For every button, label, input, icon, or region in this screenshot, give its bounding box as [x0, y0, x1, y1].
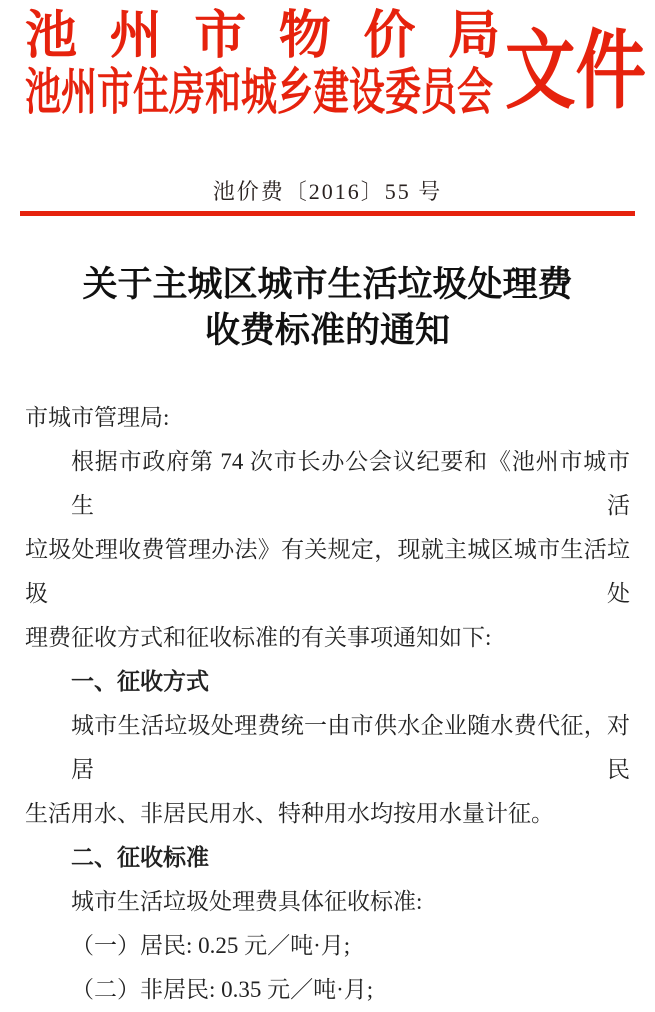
- standard-item-resident: （一）居民: 0.25 元／吨·月;: [71, 933, 351, 958]
- red-divider-rule: [20, 211, 635, 216]
- org-name-housing-committee-wrap: [25, 65, 505, 119]
- paragraph1-line3: 理费征收方式和征收标准的有关事项通知如下:: [25, 625, 492, 650]
- document-body: [25, 396, 630, 1012]
- document-number: 池价费〔2016〕55 号: [212, 179, 443, 204]
- standards-intro-line: 城市生活垃圾处理费具体征收标准:: [71, 889, 423, 914]
- paragraph1-line2: 垃圾处理收费管理办法》有关规定，现就主城区城市生活垃圾处: [25, 537, 630, 606]
- paragraph2-line1: 城市生活垃圾处理费统一由市供水企业随水费代征，对居民: [71, 713, 630, 782]
- issuing-orgs: [25, 8, 505, 119]
- section-heading-1: 一、征收方式: [71, 669, 209, 694]
- document-title: [0, 262, 655, 354]
- org-name-price-bureau: 池 州 市 物 价 局: [25, 8, 500, 65]
- doc-type-wrap: [505, 23, 655, 119]
- standard-item-non-resident: （二）非居民: 0.35 元／吨·月;: [71, 977, 374, 1002]
- document-title-line2: 收费标准的通知: [204, 311, 450, 350]
- addressee-line: 市城市管理局:: [25, 405, 170, 430]
- letterhead: [0, 0, 655, 119]
- section-heading-2: 二、征收标准: [71, 845, 209, 870]
- org-name-housing-committee: 池州市住房和城乡建设委员会: [25, 64, 494, 120]
- paragraph1-line1: 根据市政府第 74 次市长办公会议纪要和《池州市城市生活: [71, 449, 630, 518]
- doc-type-label: 文件: [505, 23, 647, 119]
- paragraph2-line2: 生活用水、非居民用水、特种用水均按用水量计征。: [25, 801, 554, 826]
- document-title-line1: 关于主城区城市生活垃圾处理费: [82, 265, 573, 304]
